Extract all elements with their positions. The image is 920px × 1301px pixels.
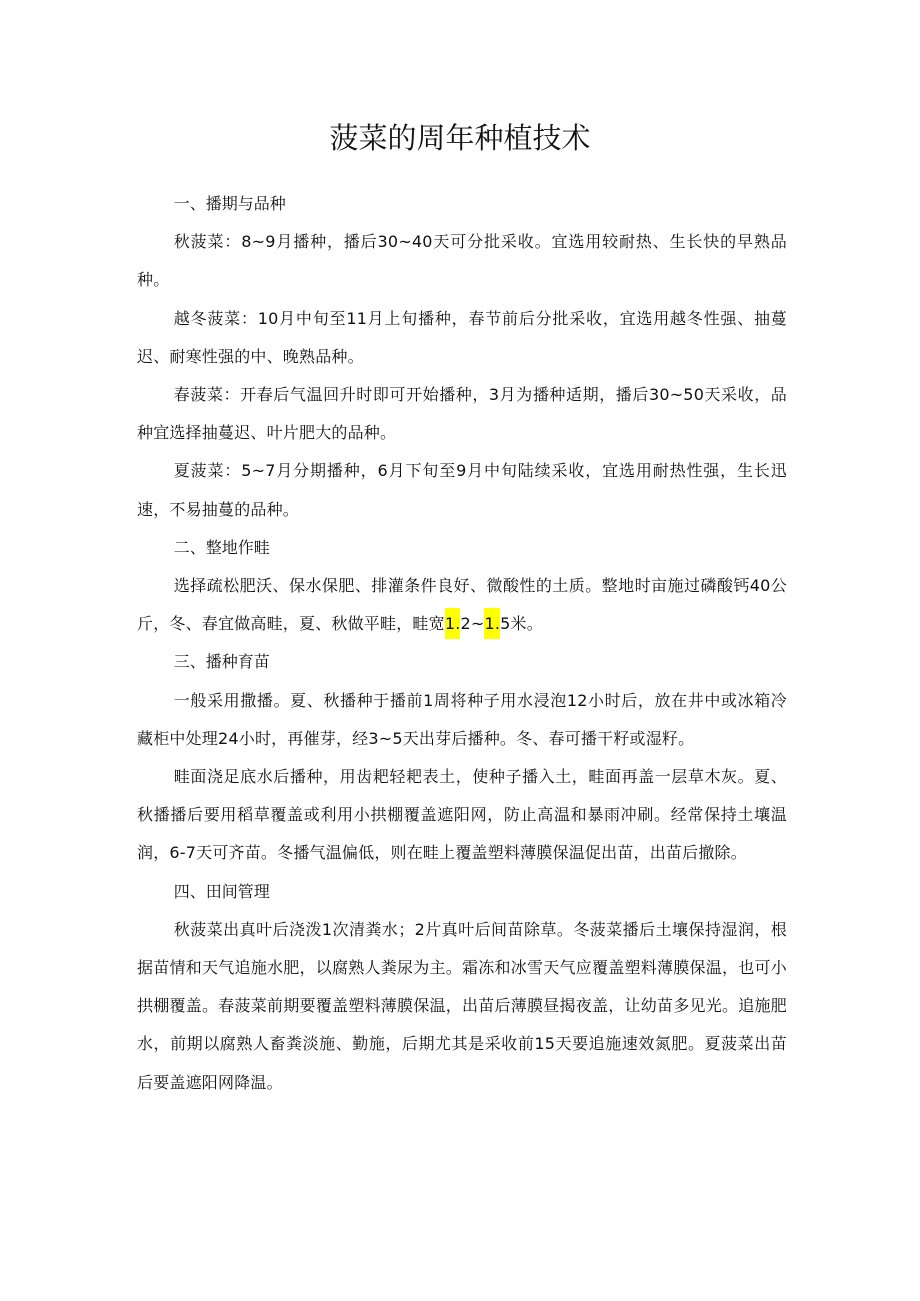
- highlight-mark: 1.: [445, 608, 461, 639]
- highlight-mark: 1.: [484, 608, 500, 639]
- paragraph-autumn-spinach: 秋菠菜：8~9月播种，播后30~40天可分批采收。宜选用较耐热、生长快的早熟品种。: [137, 232, 787, 290]
- land-prep-text-before: 选择疏松肥沃、保水保肥、排灌条件良好、微酸性的土质。整地时亩施过磷酸钙40公斤，冬、春宜做高畦，夏、秋做平畦，畦宽: [137, 576, 787, 634]
- section-heading-sowing: 一、播期与品种: [173, 194, 286, 213]
- document-body: [137, 185, 787, 1102]
- paragraph-seed-treatment: 一般采用撒播。夏、秋播种于播前1周将种子用水浸泡12小时后，放在井中或冰箱冷藏柜中处理24小时，再催芽，经3~5天出芽后播种。冬、春可播干籽或湿籽。: [137, 690, 787, 748]
- land-prep-text-after: 5米。: [500, 614, 543, 634]
- paragraph-spring-spinach: 春菠菜：开春后气温回升时即可开始播种，3月为播种适期，播后30~50天采收，品种宜选择抽蔓迟、叶片肥大的品种。: [137, 385, 787, 443]
- paragraph-land-prep: [137, 567, 787, 643]
- section-heading-seeding: 三、播种育苗: [173, 652, 270, 672]
- paragraph-field-management: 秋菠菜出真叶后浇泼1次清粪水；2片真叶后间苗除草。冬菠菜播后土壤保持湿润，根据苗情和天气追施水肥，以腐熟人粪尿为主。霜冻和冰雪天气应覆盖塑料薄膜保温，也可小拱棚覆盖。春菠菜前期要覆盖塑料薄膜保温，出苗后薄膜昼揭夜盖，让幼苗多见光。追施肥水，前期以腐熟人畜粪淡施、勤施，后期尤其是采收前15天要追施速效氮肥。夏菠菜出苗后要盖遮阳网降温。: [137, 919, 787, 1092]
- section-heading-field-management: 四、田间管理: [173, 881, 270, 901]
- paragraph-bed-sowing: 畦面浇足底水后播种，用齿耙轻耙表土，使种子播入土，畦面再盖一层草木灰。夏、秋播播后要用稻草覆盖或利用小拱棚覆盖遮阳网，防止高温和暴雨冲刷。经常保持土壤温润，6-7天可齐苗。冬播气温偏低，则在畦上覆盖塑料薄膜保温促出苗，出苗后撤除。: [137, 767, 787, 863]
- document-title: 菠菜的周年种植技术: [329, 121, 591, 155]
- paragraph-summer-spinach: 夏菠菜：5~7月分期播种，6月下旬至9月中旬陆续采收，宜选用耐热性强，生长迅速，不易抽蔓的品种。: [137, 461, 787, 519]
- paragraph-winter-spinach: 越冬菠菜：10月中旬至11月上旬播种，春节前后分批采收，宜选用越冬性强、抽蔓迟、耐寒性强的中、晚熟品种。: [137, 308, 787, 366]
- section-heading-land-prep: 二、整地作畦: [173, 537, 270, 557]
- land-prep-text-middle: 2~: [460, 614, 485, 634]
